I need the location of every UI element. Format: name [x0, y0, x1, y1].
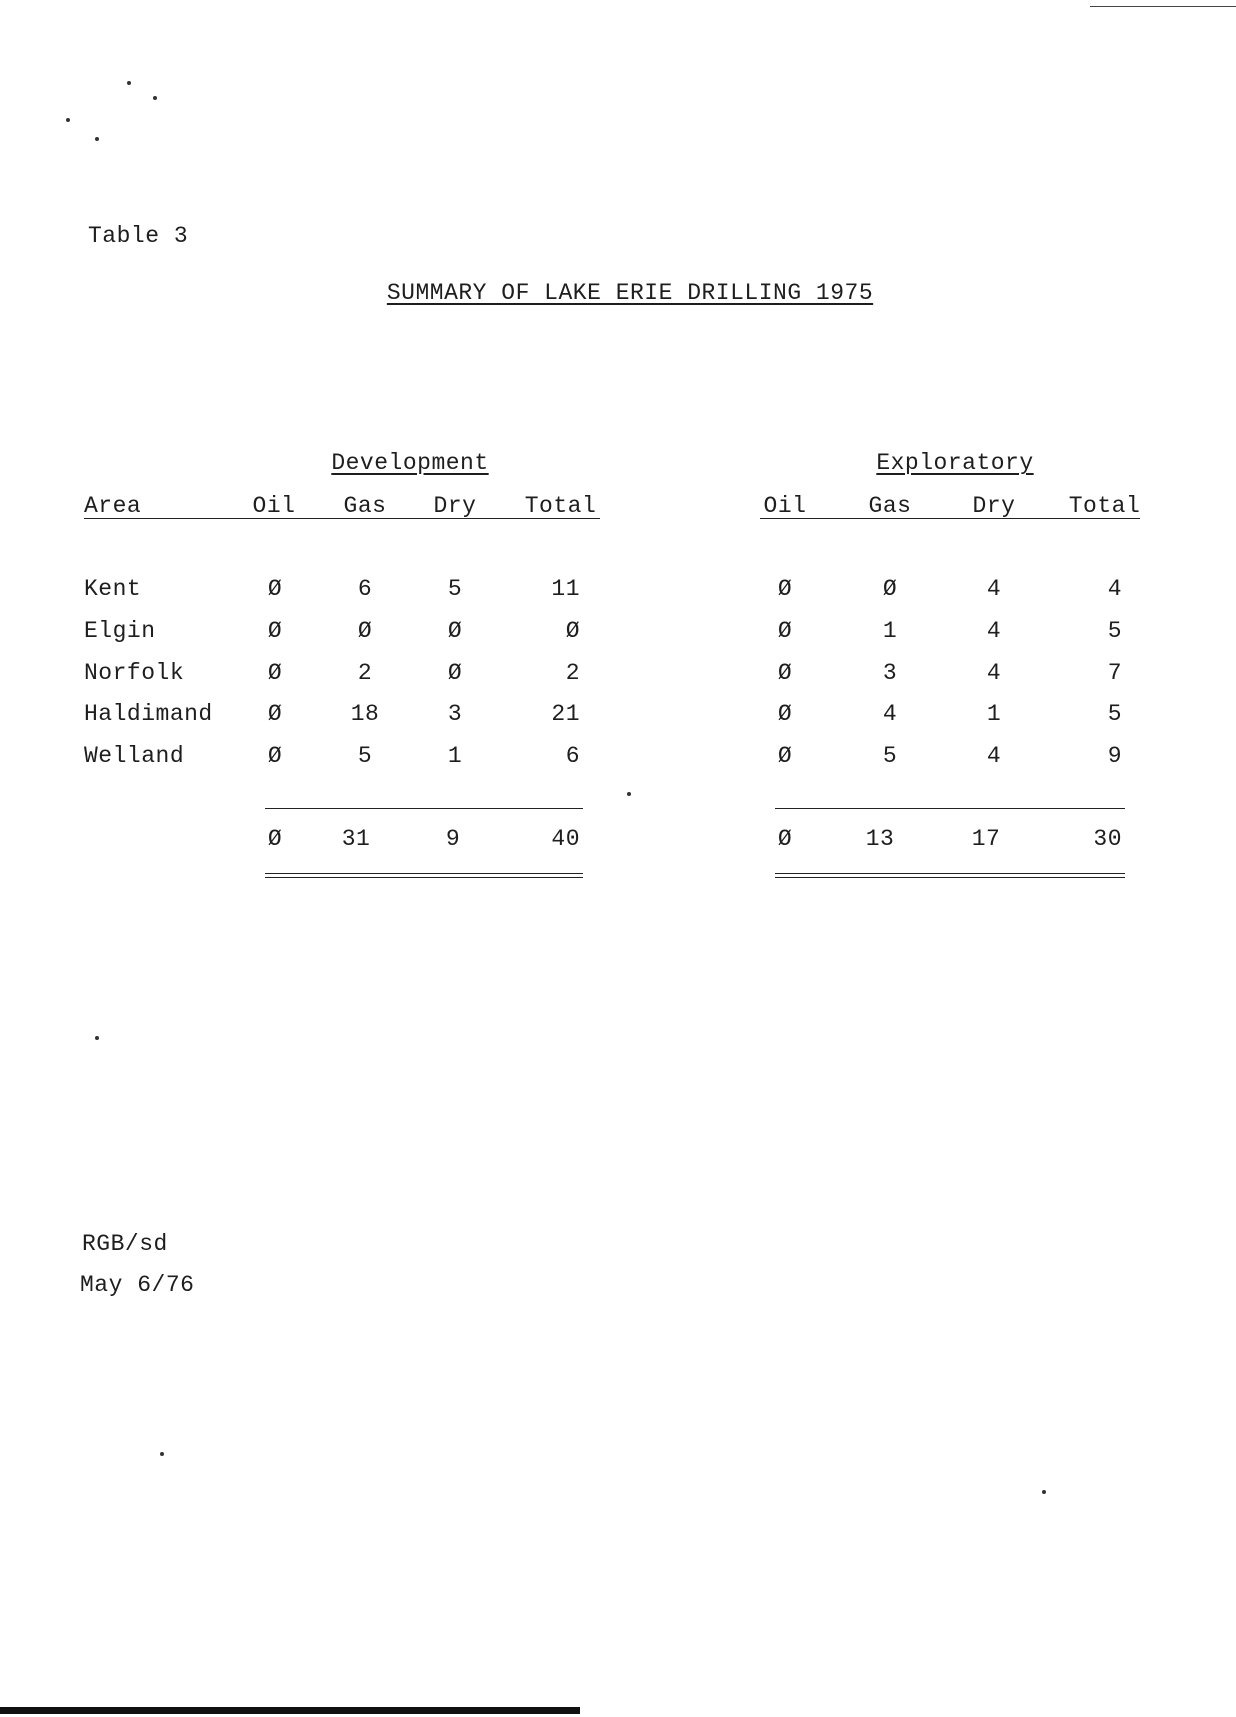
- dev-dry-cell: 3: [447, 701, 463, 727]
- dev-oil-cell: Ø: [267, 743, 283, 769]
- scan-speck: [160, 1452, 164, 1456]
- scan-speck: [95, 1036, 99, 1040]
- exp-dry-total: 17: [971, 826, 1001, 852]
- grand-total-double-rule-development: [265, 873, 583, 878]
- exp-dry-cell: 4: [986, 618, 1002, 644]
- exp-total-cell: 9: [1107, 743, 1122, 769]
- dev-oil-cell: Ø: [267, 576, 283, 602]
- header-underline-exploratory: [760, 518, 1140, 519]
- area-cell: Welland: [84, 743, 185, 769]
- scan-edge-line: [0, 1707, 580, 1714]
- dev-total-cell: 21: [551, 701, 580, 727]
- dev-oil-cell: Ø: [267, 660, 283, 686]
- exp-gas-cell: 4: [882, 701, 898, 727]
- area-cell: Kent: [84, 576, 142, 602]
- exp-dry-cell: 4: [986, 576, 1002, 602]
- exp-oil-header: Oil: [763, 493, 807, 519]
- scan-speck: [153, 96, 157, 100]
- author-initials: RGB/sd: [82, 1231, 168, 1257]
- scan-speck: [127, 81, 131, 85]
- dev-gas-cell: 18: [350, 701, 380, 727]
- exp-total-header: Total: [1068, 493, 1141, 519]
- exp-dry-cell: 1: [986, 701, 1002, 727]
- exp-gas-cell: Ø: [882, 576, 898, 602]
- dev-gas-cell: Ø: [357, 618, 373, 644]
- subtotal-rule-development: [265, 808, 583, 809]
- dev-total-cell: 6: [565, 743, 580, 769]
- dev-oil-header: Oil: [252, 493, 296, 519]
- dev-dry-header: Dry: [433, 493, 477, 519]
- exp-dry-cell: 4: [986, 743, 1002, 769]
- grand-total-double-rule-exploratory: [775, 873, 1125, 878]
- exp-oil-total: Ø: [777, 826, 793, 852]
- exploratory-header: Exploratory: [876, 450, 1034, 476]
- dev-gas-cell: 5: [357, 743, 373, 769]
- scan-speck: [66, 118, 70, 122]
- dev-gas-cell: 2: [357, 660, 373, 686]
- exp-oil-cell: Ø: [777, 701, 793, 727]
- exp-total-cell: 5: [1107, 618, 1122, 644]
- dev-oil-cell: Ø: [267, 618, 283, 644]
- area-cell: Haldimand: [84, 701, 213, 727]
- header-underline-development: [84, 518, 600, 519]
- dev-total-total: 40: [551, 826, 580, 852]
- exp-dry-header: Dry: [972, 493, 1016, 519]
- scan-speck: [627, 792, 631, 796]
- area-cell: Elgin: [84, 618, 156, 644]
- scan-edge-line: [1090, 6, 1236, 7]
- exp-total-cell: 7: [1107, 660, 1122, 686]
- exp-total-cell: 4: [1107, 576, 1122, 602]
- dev-gas-cell: 6: [357, 576, 373, 602]
- exp-dry-cell: 4: [986, 660, 1002, 686]
- subtotal-rule-exploratory: [775, 808, 1125, 809]
- dev-dry-total: 9: [445, 826, 461, 852]
- exp-oil-cell: Ø: [777, 618, 793, 644]
- exp-gas-cell: 3: [882, 660, 898, 686]
- exp-total-total: 30: [1093, 826, 1122, 852]
- exp-gas-cell: 5: [882, 743, 898, 769]
- dev-total-header: Total: [524, 493, 597, 519]
- dev-total-cell: Ø: [565, 618, 580, 644]
- area-cell: Norfolk: [84, 660, 185, 686]
- dev-total-cell: 2: [565, 660, 580, 686]
- dev-total-cell: 11: [551, 576, 580, 602]
- dev-gas-total: 31: [341, 826, 371, 852]
- development-header: Development: [331, 450, 489, 476]
- page-title: SUMMARY OF LAKE ERIE DRILLING 1975: [386, 280, 874, 306]
- exp-gas-total: 13: [865, 826, 895, 852]
- exp-total-cell: 5: [1107, 701, 1122, 727]
- table-label: Table 3: [88, 223, 189, 249]
- dev-dry-cell: Ø: [447, 618, 463, 644]
- scan-speck: [95, 137, 99, 141]
- exp-gas-cell: 1: [882, 618, 898, 644]
- exp-oil-cell: Ø: [777, 660, 793, 686]
- dev-dry-cell: Ø: [447, 660, 463, 686]
- exp-oil-cell: Ø: [777, 743, 793, 769]
- dev-dry-cell: 5: [447, 576, 463, 602]
- scan-speck: [1042, 1490, 1046, 1494]
- dev-gas-header: Gas: [343, 493, 387, 519]
- area-column-header: Area: [84, 493, 142, 519]
- dev-dry-cell: 1: [447, 743, 463, 769]
- exp-gas-header: Gas: [868, 493, 912, 519]
- dev-oil-cell: Ø: [267, 701, 283, 727]
- dev-oil-total: Ø: [267, 826, 283, 852]
- document-date: May 6/76: [80, 1272, 195, 1298]
- exp-oil-cell: Ø: [777, 576, 793, 602]
